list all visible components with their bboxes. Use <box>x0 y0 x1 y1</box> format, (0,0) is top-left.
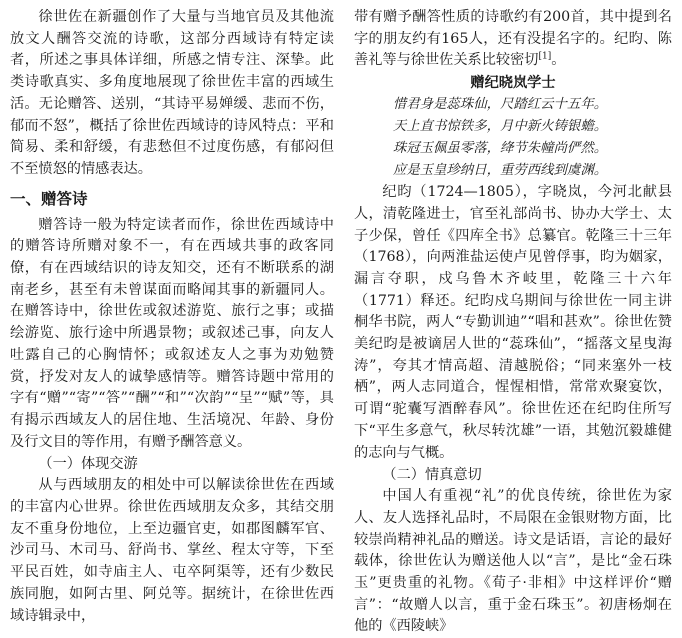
right-paragraph-3: 中国人有重视“礼”的优良传统，徐世佐为家人、友人选择礼品时，不局限在金银财物方面，比较崇尚精神礼品的赠送。诗文是话语，言论的最好载体，徐世佐认为赠送他人以“言”，是比“金石珠玉”更贵重的礼物。《荀子·非相》中这样评价“赠言”：“故赠人以言，重于金石珠玉”。初唐杨炯在他的《西陵峡》 <box>354 488 672 635</box>
poem-line-2: 天上直书惊铁多，月中新火铸银蟾。 <box>392 119 608 135</box>
right-column <box>354 7 672 638</box>
section-heading: 一、赠答诗 <box>10 189 88 208</box>
poem-line-3: 珠冠玉佩虽零落，绛节朱幢尚俨然。 <box>392 141 608 157</box>
subsection-heading-1: （一）体现交游 <box>38 456 138 473</box>
left-paragraph-2: 赠答诗一般为特定读者而作，徐世佐西域诗中的赠答诗所赠对象不一，有在西域共事的政客同僚，有在西域结识的诗友知交，还有不断联系的湖南老乡，甚至有未曾谋面而略闻其事的新疆同人。在赠答诗中，徐世佐或叙述游览、旅行之事；或描绘游览、旅行途中所遇景物；或叙述己事，向友人吐露自己的心胸情怀；或叙述友人之事为劝勉赞赏，抒发对友人的诚挚感情等。赠答诗题中常用的字有“赠”“寄”“答”“酬”“和”“次韵”“呈”“赋”等，具有揭示西域友人的居住地、生活境况、年龄、身份及行文目的等作用，有赠予酬答意义。 <box>10 216 334 450</box>
right-paragraph-2: 纪昀（1724—1805），字晓岚，今河北献县人，清乾隆进士，官至礼部尚书、协办大学士、太子少保，曾任《四库全书》总纂官。乾隆三十三年（1768），向两淮盐运使卢见曾俘事，昀为姻家，漏言夺职，戍乌鲁木齐岐里，乾隆三十六年（1771）释还。纪昀戍乌期间与徐世佐一同主讲桐华书院，两人“专勤训迪”“唱和甚欢”。徐世佐赞美纪昀是被谪居人世的“蕊珠仙”，“摇落文星曳海涛”，夸其才情高超、清越脱俗；“同来塞外一枝栖”，两人志同道合，惺惺相惜，常常欢聚宴饮，可谓“驼囊写酒醉春风”。徐世佐还在纪昀住所写下“平生多意气，秋尽转沈雄”一语，其勉沉毅雄健的志向与气概。 <box>354 184 672 461</box>
left-column <box>10 7 334 627</box>
right-paragraph-1 <box>354 7 672 72</box>
poem-line-1: 惜君身是蕊珠仙，尺踏红云十五年。 <box>392 97 608 113</box>
right-paragraph-1-text: 带有赠予酬答性质的诗歌约有200首，其中提到名字的朋友约有165人，还有没提名字的。纪昀、陈善礼等与徐世佐关系比较密切 <box>354 9 672 69</box>
citation-mark: [1] <box>538 51 552 62</box>
left-paragraph-3: 从与西域朋友的相处中可以解读徐世佐在西域的丰富内心世界。徐世佐西域朋友众多，其结交朋友不重身份地位，上至边疆官吏，如郡图麟军官、沙司马、木司马、舒尚书、掌丝、程太守等，下至平民百姓，如寺庙主人、屯卒阿渠等，还有少数民族同胞，如阿古里、阿兑等。据统计，在徐世佐西域诗辑录中， <box>10 477 334 624</box>
poem-title: 赠纪晓岚学士 <box>470 75 556 92</box>
subsection-heading-2: （二）情真意切 <box>382 467 482 484</box>
right-paragraph-1-end: 。 <box>551 52 566 69</box>
poem-line-4: 应是玉皇珍纳日，重劳西线到虞渊。 <box>392 163 608 179</box>
left-paragraph-1: 徐世佐在新疆创作了大量与当地官员及其他流放文人酬答交流的诗歌，这部分西域诗有特定读者，所述之事具体详细，所感之情专注、深挚。此类诗歌真实、多角度地展现了徐世佐丰富的西域生活。无论赠答、送别，“其诗平易婵缓、悲而不伤，郁而不怒”，概括了徐世佐西域诗的诗风特点：平和简易、柔和舒缓，有悲愁但不过度伤感，有郁闷但不至愤怒的情感表达。 <box>10 9 334 177</box>
